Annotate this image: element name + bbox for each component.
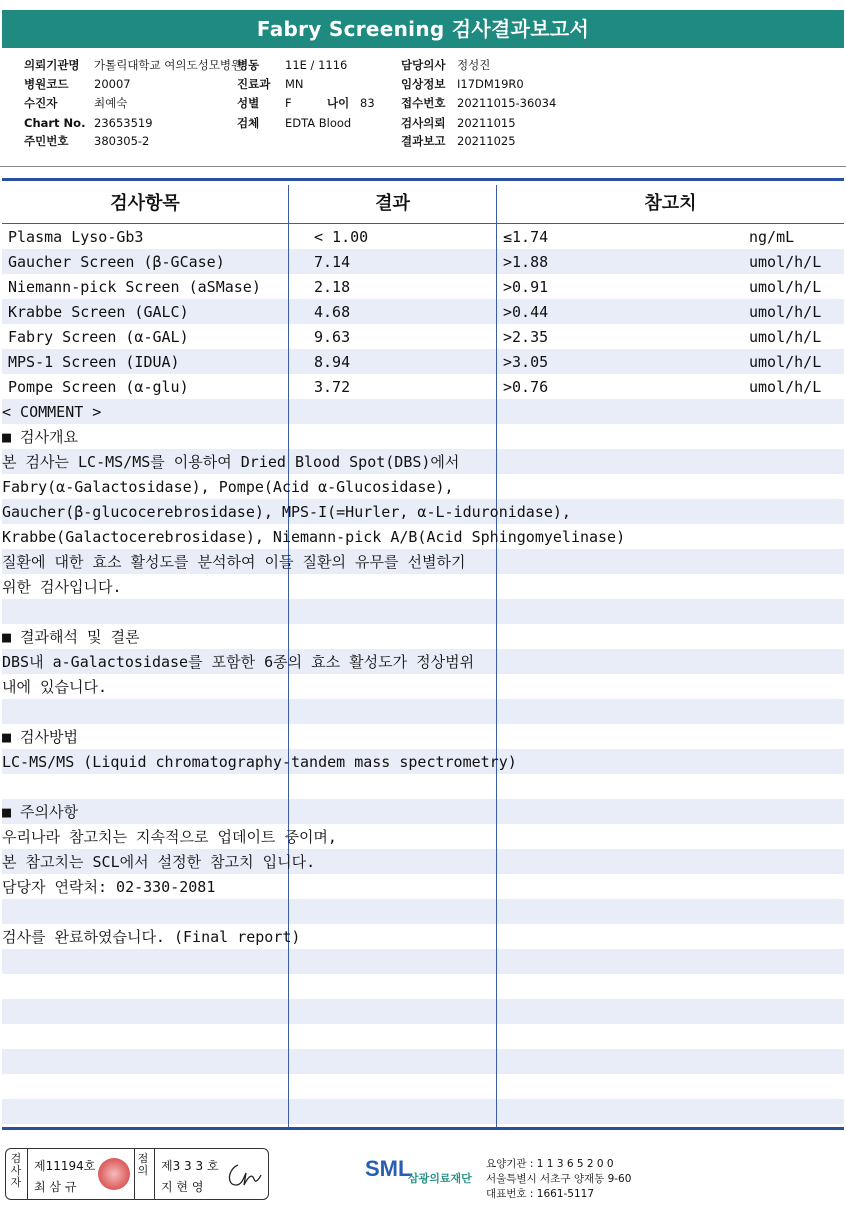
results-table bbox=[2, 178, 844, 1130]
table-stripe bbox=[2, 1099, 844, 1124]
footer-info-line: 요양기관 : 1 1 3 6 5 2 0 0 bbox=[486, 1158, 614, 1170]
footer-info-line: 대표번호 : 1661-5117 bbox=[486, 1188, 595, 1200]
comment-line: 위한 검사입니다. bbox=[2, 578, 122, 596]
field-label: 접수번호 bbox=[401, 96, 446, 110]
unit: umol/h/L bbox=[749, 378, 822, 396]
result-item: Plasma Lyso-Gb3 bbox=[8, 228, 144, 246]
table-header-row bbox=[2, 185, 844, 223]
unit: umol/h/L bbox=[749, 253, 822, 271]
comment-line: 본 참고치는 SCL에서 설정한 참고치 입니다. bbox=[2, 853, 316, 871]
unit: umol/h/L bbox=[749, 303, 822, 321]
field-value: 20007 bbox=[94, 77, 131, 91]
header-field bbox=[24, 96, 127, 110]
comment-line: Krabbe(Galactocerebrosidase), Niemann-pick A/B(Acid Sphingomyelinase) bbox=[2, 528, 626, 546]
header-field bbox=[401, 134, 516, 148]
field-label: Chart No. bbox=[24, 116, 86, 130]
comment-line: 내에 있습니다. bbox=[2, 678, 108, 696]
comment-line: Gaucher(β-glucocerebrosidase), MPS-I(=Hurler, α-L-iduronidase), bbox=[2, 503, 571, 521]
comment-line: LC-MS/MS (Liquid chromatography-tandem mass spectrometry) bbox=[2, 753, 517, 771]
sign-divider bbox=[154, 1149, 155, 1199]
field-label: 병동 bbox=[237, 58, 260, 72]
field-value: 20211025 bbox=[457, 134, 516, 148]
table-stripe bbox=[2, 699, 844, 724]
reference-range: >2.35 bbox=[503, 328, 549, 346]
header-reference: 참고치 bbox=[644, 193, 697, 214]
header-field bbox=[401, 77, 524, 91]
comment-line: 검사를 완료하였습니다. (Final report) bbox=[2, 928, 301, 946]
result-value: 3.72 bbox=[314, 378, 351, 396]
field-value: 23653519 bbox=[94, 116, 153, 130]
field-value: EDTA Blood bbox=[285, 116, 352, 130]
comment-line: 담당자 연락처: 02-330-2081 bbox=[2, 878, 216, 896]
result-value: 4.68 bbox=[314, 303, 351, 321]
field-label: 담당의사 bbox=[401, 58, 446, 72]
footer-info-line: 서울특별시 서초구 양재동 9-60 bbox=[486, 1173, 632, 1185]
reference-range: ≤1.74 bbox=[503, 228, 549, 246]
comment-line: ■ 검사방법 bbox=[2, 728, 79, 746]
field-label: 의뢰기관명 bbox=[24, 58, 80, 72]
official-seal bbox=[98, 1158, 130, 1190]
comment-line: 질환에 대한 효소 활성도를 분석하여 이들 질환의 유무를 선별하기 bbox=[2, 553, 466, 571]
comment-line: DBS내 a-Galactosidase를 포함한 6종의 효소 활성도가 정상범위 bbox=[2, 653, 475, 671]
sign-divider bbox=[134, 1149, 135, 1199]
header-field bbox=[327, 96, 375, 110]
sign-divider bbox=[27, 1149, 28, 1199]
field-value: 83 bbox=[360, 96, 375, 110]
result-value: 2.18 bbox=[314, 278, 351, 296]
field-value: 최예숙 bbox=[94, 96, 128, 110]
sign1-name: 최 삼 규 bbox=[34, 1180, 77, 1194]
result-value: 7.14 bbox=[314, 253, 351, 271]
table-stripe bbox=[2, 799, 844, 824]
reference-range: >0.91 bbox=[503, 278, 549, 296]
reference-range: >3.05 bbox=[503, 353, 549, 371]
unit: umol/h/L bbox=[749, 353, 822, 371]
field-label: 나이 bbox=[327, 96, 350, 110]
result-item: Krabbe Screen (GALC) bbox=[8, 303, 189, 321]
unit: umol/h/L bbox=[749, 328, 822, 346]
result-item: MPS-1 Screen (IDUA) bbox=[8, 353, 180, 371]
sign2-name: 지 현 영 bbox=[161, 1180, 204, 1194]
field-label: 진료과 bbox=[237, 77, 271, 91]
field-value: 380305-2 bbox=[94, 134, 150, 148]
result-value: 8.94 bbox=[314, 353, 351, 371]
result-item: Fabry Screen (α-GAL) bbox=[8, 328, 189, 346]
comment-line: Fabry(α-Galactosidase), Pompe(Acid α-Glucosidase), bbox=[2, 478, 454, 496]
reference-range: >0.76 bbox=[503, 378, 549, 396]
sign1-role: 검사자 bbox=[10, 1152, 22, 1189]
header-field bbox=[401, 116, 516, 130]
reference-range: >0.44 bbox=[503, 303, 549, 321]
field-value: 가톨릭대학교 여의도성모병원 bbox=[94, 58, 243, 72]
org-name: 삼광의료재단 bbox=[408, 1172, 472, 1185]
header-field bbox=[401, 96, 556, 110]
comment-line: < COMMENT > bbox=[2, 403, 102, 421]
header-underline bbox=[2, 223, 844, 224]
field-value: MN bbox=[285, 77, 304, 91]
field-label: 수진자 bbox=[24, 96, 58, 110]
header-field bbox=[24, 116, 153, 130]
field-label: 결과보고 bbox=[401, 134, 446, 148]
header-field bbox=[24, 77, 131, 91]
table-stripe bbox=[2, 949, 844, 974]
signature-box bbox=[5, 1148, 269, 1200]
table-stripe bbox=[2, 599, 844, 624]
sml-logo: SML bbox=[365, 1156, 412, 1181]
sign2-role: 점의 bbox=[137, 1152, 149, 1177]
field-value: 20211015-36034 bbox=[457, 96, 557, 110]
field-value: 정성진 bbox=[457, 58, 491, 72]
field-label: 주민번호 bbox=[24, 134, 69, 148]
header-field bbox=[237, 77, 304, 91]
comment-line: ■ 주의사항 bbox=[2, 803, 79, 821]
result-item: Pompe Screen (α-glu) bbox=[8, 378, 189, 396]
field-value: F bbox=[285, 96, 292, 110]
result-value: 9.63 bbox=[314, 328, 351, 346]
comment-line: ■ 결과해석 및 결론 bbox=[2, 628, 140, 646]
field-label: 검사의뢰 bbox=[401, 116, 446, 130]
table-stripe bbox=[2, 899, 844, 924]
field-value: I17DM19R0 bbox=[457, 77, 524, 91]
unit: ng/mL bbox=[749, 228, 795, 246]
header-field bbox=[237, 96, 292, 110]
sign2-license: 제3 3 3 호 bbox=[161, 1159, 219, 1173]
result-item: Niemann-pick Screen (aSMase) bbox=[8, 278, 261, 296]
header-field bbox=[24, 58, 242, 72]
field-value: 20211015 bbox=[457, 116, 516, 130]
header-test-item: 검사항목 bbox=[110, 193, 180, 214]
field-label: 검체 bbox=[237, 116, 260, 130]
result-value: < 1.00 bbox=[314, 228, 369, 246]
report-title: Fabry Screening 검사결과보고서 bbox=[2, 10, 844, 48]
header-result: 결과 bbox=[375, 193, 410, 214]
header-field bbox=[237, 116, 351, 130]
table-stripe bbox=[2, 999, 844, 1024]
header-field bbox=[401, 58, 490, 72]
comment-line: 본 검사는 LC-MS/MS를 이용하여 Dried Blood Spot(DBS)에서 bbox=[2, 453, 460, 471]
header-field bbox=[237, 58, 347, 72]
field-label: 임상정보 bbox=[401, 77, 446, 91]
field-label: 병원코드 bbox=[24, 77, 69, 91]
signature-image bbox=[224, 1159, 264, 1191]
table-stripe bbox=[2, 1049, 844, 1074]
comment-line: 우리나라 참고치는 지속적으로 업데이트 중이며, bbox=[2, 828, 337, 846]
table-stripe bbox=[2, 399, 844, 424]
reference-range: >1.88 bbox=[503, 253, 549, 271]
sign1-license: 제11194호 bbox=[34, 1159, 96, 1173]
result-item: Gaucher Screen (β-GCase) bbox=[8, 253, 225, 271]
unit: umol/h/L bbox=[749, 278, 822, 296]
comment-line: ■ 검사개요 bbox=[2, 428, 79, 446]
column-divider bbox=[496, 185, 497, 1127]
header-divider bbox=[0, 166, 846, 167]
field-label: 성별 bbox=[237, 96, 260, 110]
header-field bbox=[24, 134, 149, 148]
field-value: 11E / 1116 bbox=[285, 58, 348, 72]
